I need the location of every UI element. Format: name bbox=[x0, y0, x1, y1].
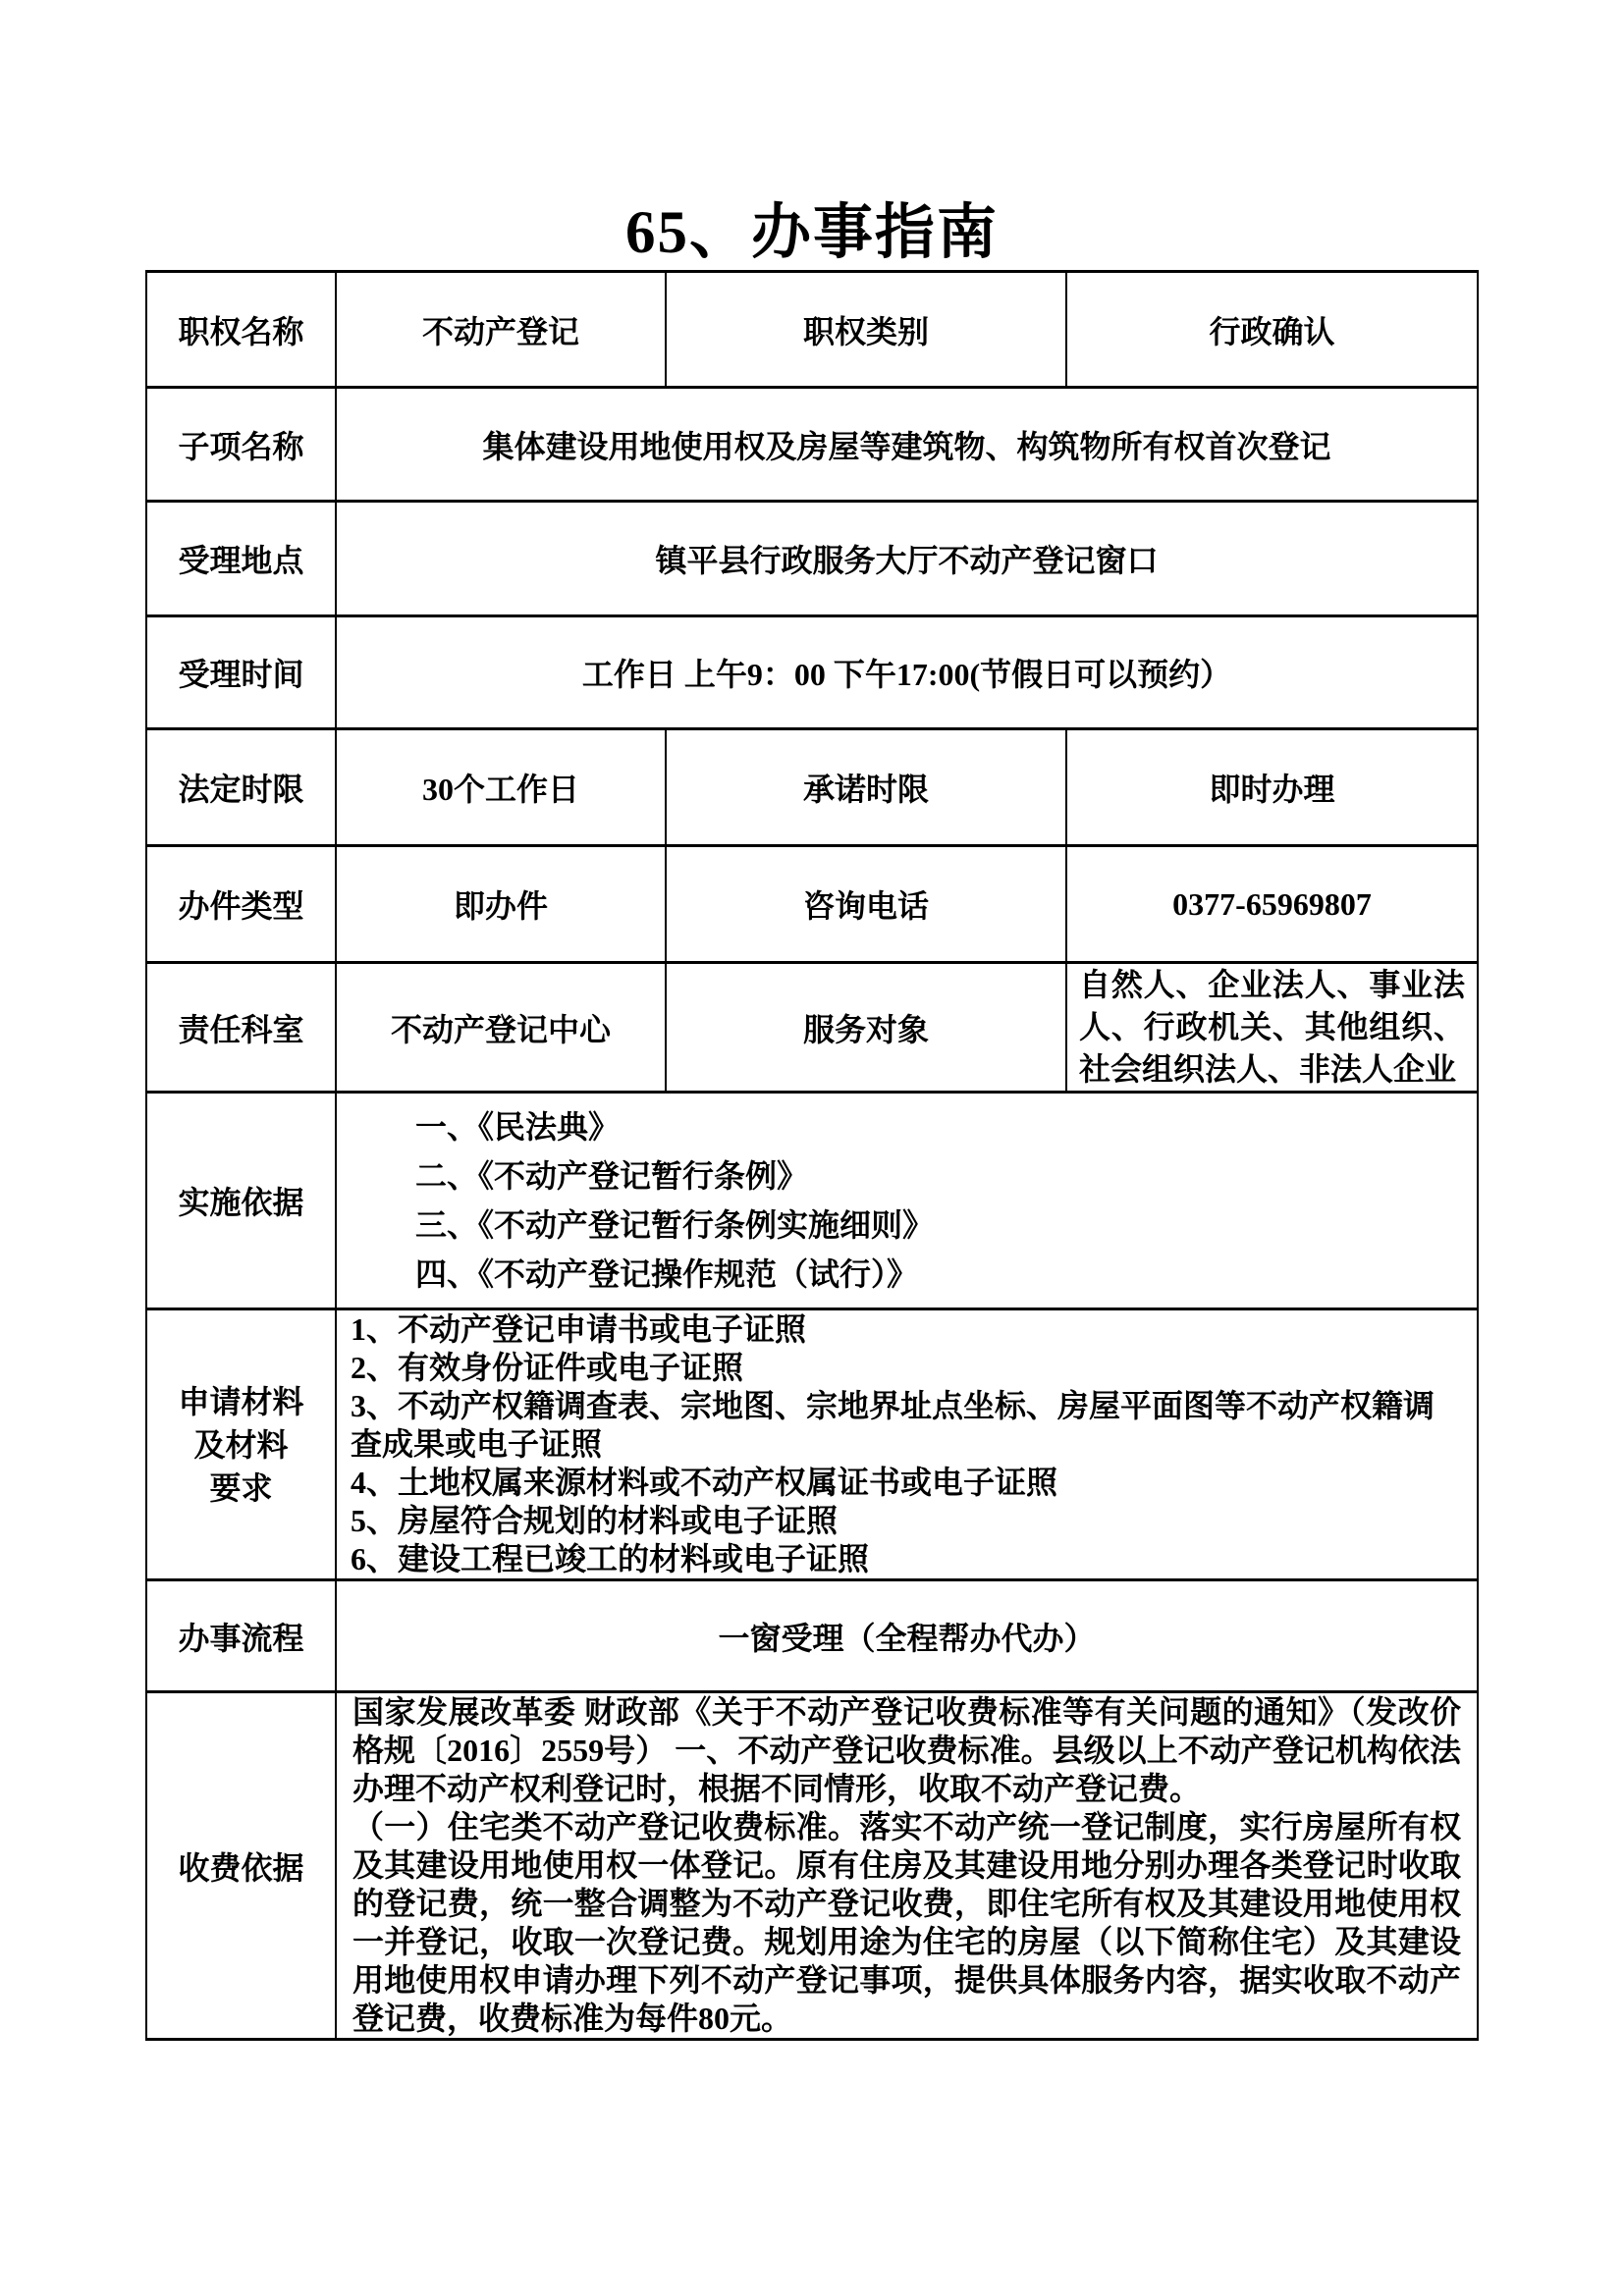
fees-paragraph: （一）住宅类不动产登记收费标准。落实不动产统一登记制度，实行房屋所有权及其建设用地使用权一体登记。原有住房及其建设用地分别办理各类登记时收取的登记费，统一整合调整为不动产登记收费，即住宅所有权及其建设用地使用权一并登记，收取一次登记费。规划用途为住宅的房屋（以下简称住宅）及其建设用地使用权申请办理下列不动产登记事项，提供具体服务内容，据实收取不动产登记费，收费标准为每件80元。 bbox=[352, 1809, 1461, 2036]
row-fees bbox=[146, 1692, 1478, 2040]
fees-paragraph: 国家发展改革委 财政部《关于不动产登记收费标准等有关问题的通知》（发改价格规〔2016〕2559号） 一、不动产登记收费标准。县级以上不动产登记机构依法办理不动产权利登记时，根据不同情形，收取不动产登记费。 bbox=[352, 1694, 1461, 1806]
row-process bbox=[146, 1580, 1478, 1692]
time-limit-value: 30个工作日 bbox=[336, 729, 666, 846]
row-location bbox=[146, 502, 1478, 616]
document-title: 65、办事指南 bbox=[624, 200, 999, 266]
department-value: 不动产登记中心 bbox=[336, 963, 666, 1093]
hours-label: 受理时间 bbox=[146, 616, 336, 729]
row-sub-item bbox=[146, 388, 1478, 502]
target-label: 服务对象 bbox=[666, 963, 1066, 1093]
materials-label-line: 要求 bbox=[209, 1469, 273, 1506]
phone-value: 0377-65969807 bbox=[1066, 846, 1478, 963]
materials-item: 2、有效身份证件或电子证照 bbox=[351, 1350, 744, 1385]
materials-label-line: 申请材料 bbox=[178, 1383, 304, 1419]
authority-category-label: 职权类别 bbox=[666, 272, 1066, 388]
target-value: 自然人、企业法人、事业法人、行政机关、其他组织、社会组织法人、非法人企业 bbox=[1066, 963, 1478, 1093]
sub-item-value: 集体建设用地使用权及房屋等建筑物、构筑物所有权首次登记 bbox=[336, 388, 1478, 502]
materials-item: 5、房屋符合规划的材料或电子证照 bbox=[351, 1503, 839, 1538]
basis-label: 实施依据 bbox=[146, 1093, 336, 1309]
materials-label-line: 及材料 bbox=[193, 1426, 289, 1463]
row-materials bbox=[146, 1309, 1478, 1580]
materials-items bbox=[336, 1309, 1478, 1580]
row-authority bbox=[146, 272, 1478, 388]
sub-item-label: 子项名称 bbox=[146, 388, 336, 502]
basis-item: 二、《不动产登记暂行条例》 bbox=[415, 1158, 809, 1194]
location-value: 镇平县行政服务大厅不动产登记窗口 bbox=[336, 502, 1478, 616]
case-type-label: 办件类型 bbox=[146, 846, 336, 963]
department-label: 责任科室 bbox=[146, 963, 336, 1093]
materials-item: 1、不动产登记申请书或电子证照 bbox=[351, 1311, 807, 1347]
process-value: 一窗受理（全程帮办代办） bbox=[336, 1580, 1478, 1692]
materials-item: 4、土地权属来源材料或不动产权属证书或电子证照 bbox=[351, 1465, 1058, 1500]
authority-label: 职权名称 bbox=[146, 272, 336, 388]
case-type-value: 即办件 bbox=[336, 846, 666, 963]
promise-limit-label: 承诺时限 bbox=[666, 729, 1066, 846]
phone-label: 咨询电话 bbox=[666, 846, 1066, 963]
fees-label: 收费依据 bbox=[146, 1692, 336, 2040]
hours-value: 工作日 上午9：00 下午17:00(节假日可以预约） bbox=[336, 616, 1478, 729]
materials-item: 3、不动产权籍调查表、宗地图、宗地界址点坐标、房屋平面图等不动产权籍调查成果或电子证照 bbox=[351, 1388, 1435, 1462]
row-department bbox=[146, 963, 1478, 1093]
basis-item: 一、《民法典》 bbox=[415, 1109, 621, 1145]
row-basis bbox=[146, 1093, 1478, 1309]
authority-value: 不动产登记 bbox=[336, 272, 666, 388]
service-guide-table bbox=[145, 270, 1479, 2041]
materials-label bbox=[146, 1309, 336, 1580]
time-limit-label: 法定时限 bbox=[146, 729, 336, 846]
row-time-limit bbox=[146, 729, 1478, 846]
row-case-type bbox=[146, 846, 1478, 963]
process-label: 办事流程 bbox=[146, 1580, 336, 1692]
fees-paragraphs bbox=[336, 1692, 1478, 2040]
authority-category-value: 行政确认 bbox=[1066, 272, 1478, 388]
promise-limit-value: 即时办理 bbox=[1066, 729, 1478, 846]
materials-item: 6、建设工程已竣工的材料或电子证照 bbox=[351, 1541, 870, 1576]
basis-item: 三、《不动产登记暂行条例实施细则》 bbox=[415, 1207, 935, 1243]
location-label: 受理地点 bbox=[146, 502, 336, 616]
row-hours bbox=[146, 616, 1478, 729]
basis-item: 四、《不动产登记操作规范（试行）》 bbox=[415, 1256, 919, 1292]
basis-items bbox=[336, 1093, 1478, 1309]
